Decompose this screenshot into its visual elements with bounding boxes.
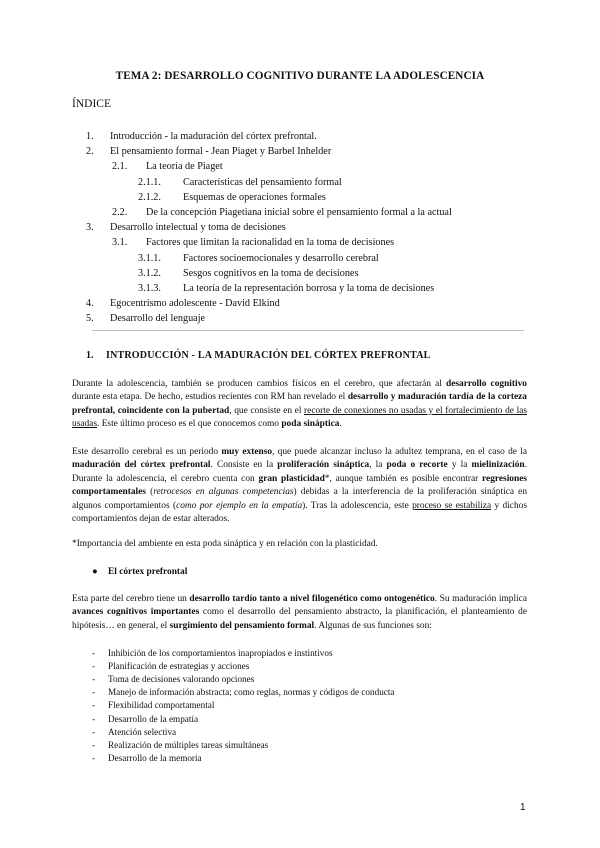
list-dash: - [92,739,96,750]
text-run: ). Tras la adolescencia, este [302,500,413,511]
list-dash: - [92,648,96,658]
toc-item-text: El pensamiento formal - Jean Piaget y Barbel Inhelder [110,146,332,158]
list-item-text: Toma de decisiones valorando opciones [108,674,255,685]
list-dash: - [92,713,96,724]
toc-item-number: 2.1. [112,161,128,173]
index-heading: ÍNDICE [72,98,111,110]
list-item-text: Atención selectiva [108,726,177,737]
section-title: INTRODUCCIÓN - LA MADURACIÓN DEL CÓRTEX PREFRONTAL [106,350,431,361]
text-run: . Este último proceso es el que conocemos como [97,419,282,430]
list-item-text: Manejo de información abstracta; como reglas, normas y códigos de conducta [108,687,395,698]
list-item-text: Flexibilidad comportamental [108,700,215,711]
list-item-text: Desarrollo de la memoria [108,752,202,763]
text-run: . Consiste en la [210,460,278,471]
list-item-text: Realización de múltiples tareas simultáneas [108,739,269,750]
list-dash: - [92,700,96,711]
text-run: mielinización [471,460,525,471]
text-run: recorte de conexiones no usadas y el fortalecimiento de las usadas [72,405,527,430]
toc-item [0,205,600,220]
bullet-icon: ● [92,567,98,577]
text-run: maduración del córtex prefrontal [72,460,211,471]
paragraph-development [72,446,527,526]
toc-item [0,235,600,250]
text-run: desarrollo tardío tanto a nivel filogenético como ontogenético [189,594,435,604]
list-item [0,673,520,686]
text-run: como el desarrollo del pensamiento abstracto, la planificación, el planteamiento de hipótesis… en general, el [72,607,527,631]
text-run: regresiones comportamentales [72,473,528,498]
text-run: . Su maduración implica [434,594,527,604]
list-dash: - [92,752,96,763]
text-run: . [339,419,342,430]
toc-item-number: 3. [86,222,94,234]
toc-item-text: Esquemas de operaciones formales [183,191,326,203]
text-run: desarrollo y maduración tardía de la corteza prefrontal, coincidente con la pubertad [72,392,527,416]
list-item [0,686,520,699]
toc-item-number: 2.2. [112,207,128,218]
toc-item-text: Egocentrismo adolescente - David Elkind [110,298,280,310]
text-run: surgimiento del pensamiento formal [169,620,315,631]
text-run: , que consiste en el [229,405,305,416]
toc-item [0,281,600,296]
list-item [0,739,520,752]
text-run: . Durante la adolescencia, el cerebro cuenta con [72,460,527,484]
toc-item-number: 4. [86,298,94,310]
text-run: gran plasticidad [258,473,325,484]
list-item-text: Planificación de estrategias y acciones [108,661,250,672]
text-run: poda o recorte [386,460,448,471]
toc-item-number: 3.1.3. [138,283,161,294]
text-run: Esta parte del cerebro tiene un [72,594,190,604]
toc-item-text: Características del pensamiento formal [183,176,342,188]
text-run: avances cognitivos importantes [72,607,200,618]
list-dash: - [92,726,96,737]
subsection-title: El córtex prefrontal [108,567,188,577]
toc-item-number: 3.1.1. [138,252,161,264]
toc-item [0,251,600,266]
toc-item-text: Factores que limitan la racionalidad en la toma de decisiones [146,237,395,249]
text-run: poda sináptica [281,419,340,430]
text-run: *Importancia del ambiente en esta poda sináptica y en relación con la plasticidad. [72,539,378,549]
text-run: , la [369,460,387,471]
paragraph-prefrontal [72,593,527,633]
toc-item [0,144,600,159]
toc-item [0,296,600,311]
toc-item [0,220,600,235]
toc-item-text: La teoría de Piaget [146,161,223,173]
text-run: , que puede alcanzar incluso la adultez temprana, en el caso de la [272,447,527,457]
text-run: *, aunque también es posible encontrar [324,473,483,484]
list-item [0,660,520,673]
toc-item-number: 2.1.2. [138,191,161,203]
list-dash: - [92,687,96,698]
text-run: Durante la adolescencia, también se producen cambios físicos en el cerebro, que afectarán al [72,379,446,389]
toc-item [0,311,600,326]
paragraph-intro [72,378,527,432]
list-item [0,726,520,739]
list-dash: - [92,661,96,672]
toc-item-number: 2.1.1. [138,176,161,188]
text-run: como por ejemplo en la empatía [176,500,303,511]
text-run: . Algunas de sus funciones son: [314,620,432,631]
text-run: durante esta etapa. De hecho, estudios recientes con RM han revelado el [72,392,348,403]
list-item [0,647,520,660]
paragraph-footnote [72,538,527,551]
text-run: proliferación sináptica [277,460,370,471]
text-run: retrocesos en algunas competencias [153,487,294,498]
toc-item-text: Sesgos cognitivos en la toma de decisiones [183,267,359,279]
text-run: y dichos comportamientos dejan de estar alterados. [72,500,527,525]
toc-item-text: Desarrollo intelectual y toma de decisiones [110,222,286,234]
list-dash: - [92,674,96,685]
list-item [0,713,520,726]
toc-item-text: Factores socioemocionales y desarrollo cerebral [183,252,379,264]
toc-item-text: La teoría de la representación borrosa y la toma de decisiones [183,283,435,294]
toc-item [0,190,600,205]
text-run: desarrollo cognitivo [445,379,527,389]
toc-item-text: Introducción - la maduración del córtex prefrontal. [110,131,317,142]
text-run: y la [447,460,472,471]
text-run: ( [145,487,154,498]
toc-item-number: 1. [86,131,94,142]
toc-item-number: 2. [86,146,94,158]
page-number: 1 [520,802,526,813]
toc-item-text: De la concepción Piagetiana inicial sobre el pensamiento formal a la actual [146,207,452,218]
horizontal-divider [92,330,524,331]
text-run: muy extenso [221,447,273,457]
toc-item-number: 3.1.2. [138,267,161,279]
list-item [0,699,520,712]
list-item-text: Desarrollo de la empatía [108,713,199,724]
text-run: proceso se estabiliza [412,500,492,511]
toc-item [0,175,600,190]
toc-item [0,266,600,281]
toc-item-number: 3.1. [112,237,128,249]
document-title: TEMA 2: DESARROLLO COGNITIVO DURANTE LA ADOLESCENCIA [115,70,485,82]
toc-item [0,129,600,144]
toc-item [0,159,600,174]
list-item-text: Inhibición de los comportamientos inapropiados e instintivos [108,648,333,658]
toc-item-number: 5. [86,313,94,325]
text-run: Este desarrollo cerebral es un periodo [72,447,222,457]
toc-item-text: Desarrollo del lenguaje [110,313,206,325]
text-run: ) debidas a la interferencia de la proliferación sináptica en algunos comportamientos ( [72,487,528,511]
section-number: 1. [86,350,94,361]
list-item [0,752,520,765]
